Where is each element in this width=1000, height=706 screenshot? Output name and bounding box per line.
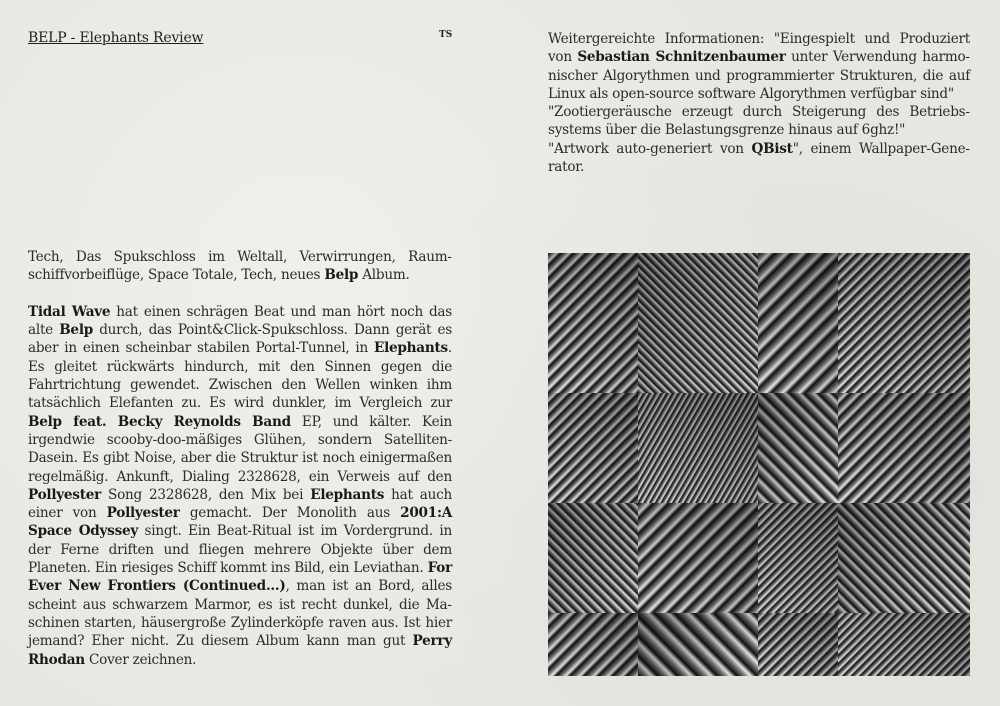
artwork-tile (638, 253, 758, 393)
artwork-tile (838, 613, 970, 676)
bold-name: For Ever New Frontiers (Continued...) (28, 560, 452, 595)
text-run: durch, das Point&Click-Spukschloss. Dann gerät es aber in einen scheinbar stabilen Portal-Tunnel, in (28, 322, 452, 357)
bold-name: Elephants (310, 486, 385, 503)
article-title: BELP - Elephants Review (28, 30, 204, 46)
text-run: hat einen schrägen Beat und man hört noch das alte (28, 303, 452, 339)
paragraph (28, 303, 452, 669)
bold-name: 2001:A Space Odyssey (28, 505, 453, 540)
artwork-tile (838, 393, 970, 503)
bold-name: Belp feat. Becky Reynolds Band (28, 413, 291, 430)
paragraph (548, 30, 970, 103)
text-run: Weitergereichte Informationen: "Eingespielt und Produziert von (548, 31, 970, 66)
artwork-tile (638, 393, 758, 503)
text-run: gemacht. Der Monolith aus (179, 505, 401, 522)
bold-name: Perry Rhodan (28, 633, 452, 668)
bold-name: Sebastian Schnitzenbaumer (577, 49, 786, 66)
bold-name: Elephants (373, 340, 448, 357)
text-run: , man ist an Bord, alles scheint aus schwarzem Marmor, es ist recht dunkel, die Maschinen starten, häusergroße Zylinderköpfe raven aus. Ist hier jemand? Eher nicht. Zu diesem Album kann man gut (28, 578, 452, 650)
text-run: ", einem Wallpaper-Generator. (548, 140, 970, 176)
album-artwork (548, 253, 970, 676)
text-run: Album. (358, 267, 410, 284)
text-run: hat auch einer von (28, 486, 452, 522)
artwork-tile (758, 393, 838, 503)
bold-name: Tidal Wave (28, 303, 111, 320)
artwork-tile (758, 613, 838, 676)
artwork-tile (838, 253, 970, 393)
artwork-tile (638, 503, 758, 613)
artwork-tile (548, 613, 638, 676)
artwork-tile (548, 393, 638, 503)
artwork-tile (638, 613, 758, 676)
text-run: Song 2328628, den Mix bei (101, 486, 311, 503)
text-run: Cover zeichnen. (84, 651, 197, 668)
bold-name: Pollyester (28, 486, 102, 503)
text-run: EP, und kälter. Kein irgendwie scooby-doo-mäßiges Glühen, sondern Satelliten-Dasein. Es gibt Noise, aber die Struktur ist noch einigermaßen regelmäßig. Ankunft, Dialing 2328628, ein Verweis auf den (28, 413, 452, 485)
text-run: singt. Ein Beat-Ritual ist im Vordergrund. in der Ferne driften und fliegen mehrere Objekte über dem Planeten. Ein riesiges Schiff kommt ins Bild, ein Leviathan. (28, 523, 453, 577)
text-run: unter Verwendung harmonischer Algorythmen und programmierter Strukturen, die auf Linux als open-source software Algorythmen verfügbar sind" (548, 49, 970, 102)
review-text-column (28, 248, 452, 669)
text-run: Tech, Das Spukschloss im Weltall, Verwirrungen, Raumschiffvorbeiflüge, Space Totale, Tech, neues (28, 249, 452, 284)
bold-name: QBist (751, 140, 793, 157)
bold-name: Belp (59, 322, 93, 339)
info-text-column (548, 30, 970, 176)
author-initials: TS (439, 30, 453, 40)
artwork-tile (838, 503, 970, 613)
text-run: "Artwork auto-generiert von (548, 140, 752, 157)
text-run: "Zootiergeräusche erzeugt durch Steigerung des Betriebssystems über die Belastungsgrenze hinaus auf 6ghz!" (548, 104, 970, 139)
text-run: . Es gleitet rückwärts hindurch, mit den Sinnen gegen die Fahrtrichtung gewendet. Zwischen den Wellen winken ihm tatsächlich Elefanten zu. Es wird dunkler, im Vergleich zur (28, 340, 452, 412)
artwork-tile (758, 503, 838, 613)
paragraph (28, 248, 452, 285)
bold-name: Pollyester (106, 505, 180, 522)
paragraph (548, 103, 970, 140)
artwork-tile (548, 503, 638, 613)
artwork-tile (758, 253, 838, 393)
bold-name: Belp (324, 267, 359, 284)
paragraph (548, 140, 970, 177)
artwork-tile (548, 253, 638, 393)
